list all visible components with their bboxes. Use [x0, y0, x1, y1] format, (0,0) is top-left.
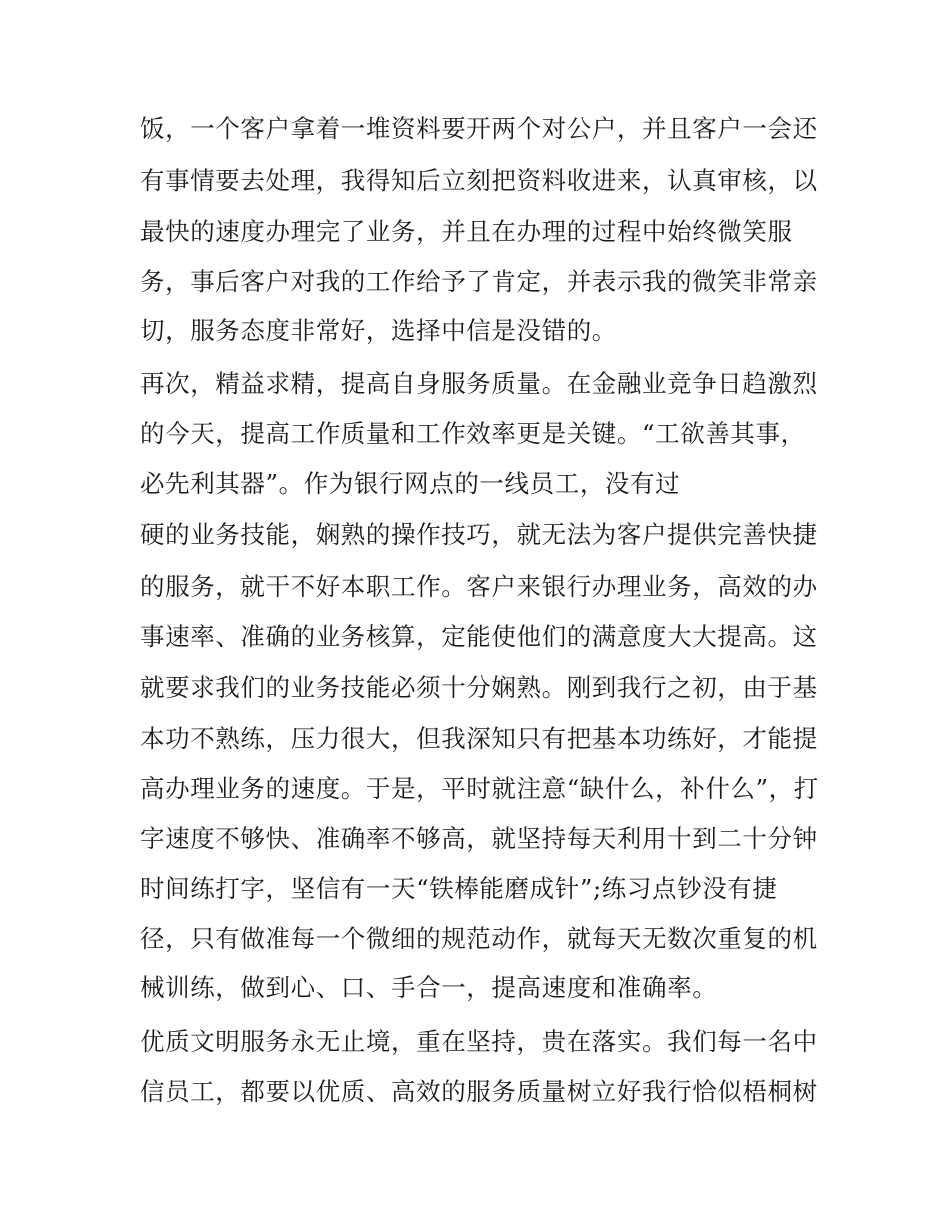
- text-line: 事速率、准确的业务核算，定能使他们的满意度大大提高。这: [140, 622, 818, 651]
- text-line: 字速度不够快、准确率不够高，就坚持每天利用十到二十分钟: [140, 824, 818, 853]
- text-line: 切，服务态度非常好，选择中信是没错的。: [140, 316, 617, 345]
- text-line: 务，事后客户对我的工作给予了肯定，并表示我的微笑非常亲: [140, 267, 818, 296]
- text-line: 械训练，做到心、口、手合一，提高速度和准确率。: [140, 973, 718, 1002]
- text-line: 径，只有做准每一个微细的规范动作，就每天无数次重复的机: [140, 924, 818, 953]
- text-line: 的今天，提高工作质量和工作效率更是关键。“工欲善其事，: [140, 419, 806, 448]
- text-line: 信员工，都要以优质、高效的服务质量树立好我行恰似梧桐树: [140, 1077, 818, 1106]
- text-line: 必先利其器”。作为银行网点的一线员工，没有过: [140, 469, 681, 498]
- text-line: 再次，精益求精，提高自身服务质量。在金融业竞争日趋激烈: [140, 369, 818, 398]
- text-line: 本功不熟练，压力很大，但我深知只有把基本功练好，才能提: [140, 724, 818, 753]
- text-line: 时间练打字，坚信有一天“铁棒能磨成针”;练习点钞没有捷: [140, 874, 778, 903]
- text-line: 高办理业务的速度。于是，平时就注意“缺什么，补什么”，打: [140, 774, 819, 803]
- text-line: 有事情要去处理，我得知后立刻把资料收进来，认真审核，以: [140, 166, 818, 195]
- text-line: 优质文明服务永无止境，重在坚持，贵在落实。我们每一名中: [140, 1027, 818, 1056]
- text-line: 的服务，就干不好本职工作。客户来银行办理业务，高效的办: [140, 572, 818, 601]
- text-line: 饭，一个客户拿着一堆资料要开两个对公户，并且客户一会还: [140, 114, 818, 143]
- text-line: 最快的速度办理完了业务，并且在办理的过程中始终微笑服: [140, 217, 793, 246]
- text-line: 硬的业务技能，娴熟的操作技巧，就无法为客户提供完善快捷: [140, 520, 818, 549]
- text-line: 就要求我们的业务技能必须十分娴熟。刚到我行之初，由于基: [140, 673, 818, 702]
